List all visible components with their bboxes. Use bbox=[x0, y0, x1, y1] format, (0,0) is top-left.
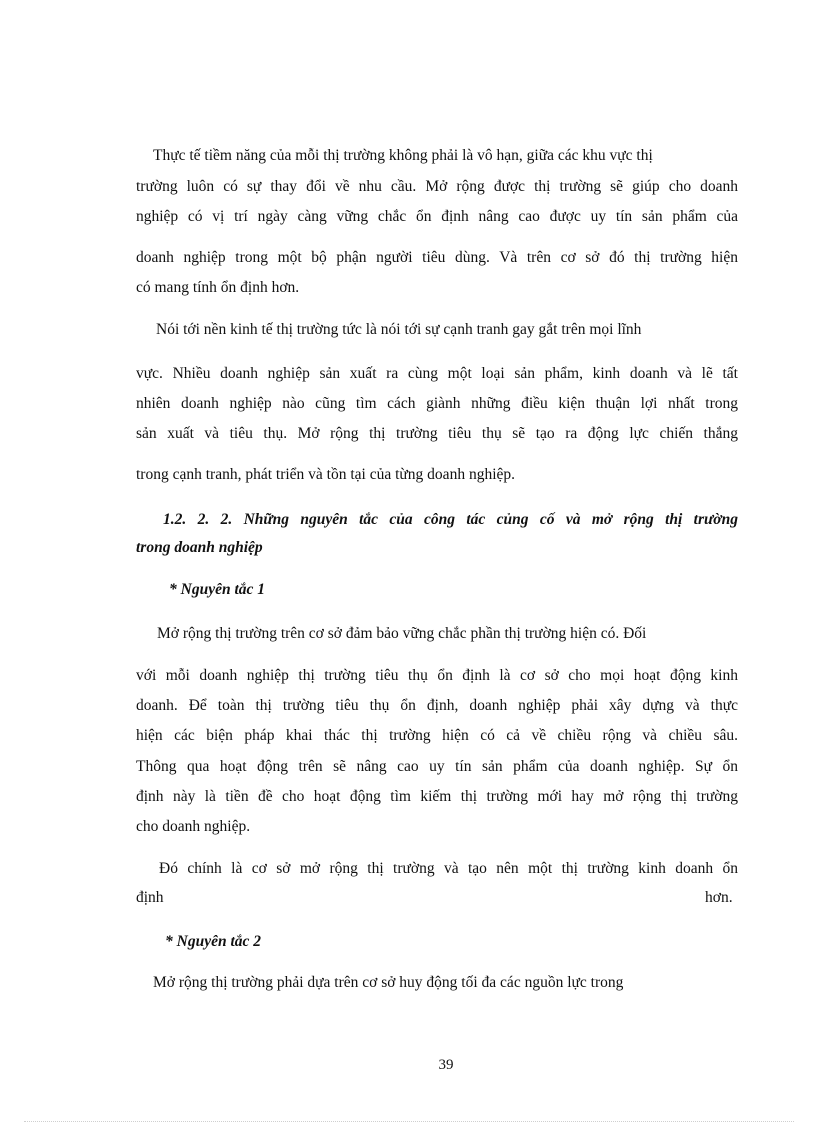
principle-2-heading: * Nguyên tắc 2 bbox=[165, 933, 262, 950]
principle-1-heading: * Nguyên tắc 1 bbox=[169, 581, 266, 598]
paragraph-line: hơn. bbox=[705, 889, 733, 906]
paragraph-line: Mở rộng thị trường phải dựa trên cơ sở huy động tối đa các nguồn lực trong bbox=[153, 974, 624, 991]
paragraph-line: Đó chính là cơ sở mở rộng thị trường và tạo nên một thị trường kinh doanh ổn bbox=[159, 860, 738, 877]
paragraph-line: vực. Nhiều doanh nghiệp sản xuất ra cùng một loại sản phẩm, kinh doanh và lẽ tất bbox=[136, 365, 738, 382]
paragraph-line: định bbox=[136, 889, 164, 906]
page-number: 39 bbox=[438, 1057, 454, 1073]
paragraph-line: sản xuất và tiêu thụ. Mở rộng thị trường tiêu thụ sẽ tạo ra động lực chiến thắng bbox=[136, 425, 738, 442]
page-bottom-border bbox=[24, 1121, 794, 1122]
paragraph-line: có mang tính ổn định hơn. bbox=[136, 279, 300, 296]
paragraph-line: Nói tới nền kinh tế thị trường tức là nói tới sự cạnh tranh gay gắt trên mọi lĩnh bbox=[156, 321, 642, 338]
paragraph-line: cho doanh nghiệp. bbox=[136, 818, 251, 835]
paragraph-line: Thông qua hoạt động trên sẽ nâng cao uy tín sản phẩm của doanh nghiệp. Sự ổn bbox=[136, 758, 738, 775]
section-heading: 1.2. 2. 2. Những nguyên tắc của công tác củng cố và mở rộng thị trường bbox=[163, 511, 738, 528]
section-heading-continued: trong doanh nghiệp bbox=[136, 539, 263, 556]
paragraph-line: với mỗi doanh nghiệp thị trường tiêu thụ ổn định là cơ sở cho mọi hoạt động kinh bbox=[136, 667, 738, 684]
paragraph-line: nghiệp có vị trí ngày càng vững chắc ổn định nâng cao được uy tín sản phẩm của bbox=[136, 208, 738, 225]
paragraph-line: hiện các biện pháp khai thác thị trường hiện có cả về chiều rộng và chiều sâu. bbox=[136, 727, 738, 744]
paragraph-line: trường luôn có sự thay đổi về nhu cầu. Mở rộng được thị trường sẽ giúp cho doanh bbox=[136, 178, 738, 195]
paragraph-line: doanh nghiệp trong một bộ phận người tiêu dùng. Và trên cơ sở đó thị trường hiện bbox=[136, 249, 738, 266]
paragraph-line: nhiên doanh nghiệp nào cũng tìm cách giành những điều kiện thuận lợi nhất trong bbox=[136, 395, 738, 412]
paragraph-line: trong cạnh tranh, phát triển và tồn tại của từng doanh nghiệp. bbox=[136, 466, 516, 483]
paragraph-line: Thực tế tiềm năng của mỗi thị trường không phải là vô hạn, giữa các khu vực thị bbox=[153, 147, 653, 164]
paragraph-line: Mở rộng thị trường trên cơ sở đảm bảo vững chắc phần thị trường hiện có. Đối bbox=[157, 625, 647, 642]
paragraph-line: định này là tiền đề cho hoạt động tìm kiếm thị trường mới hay mở rộng thị trường bbox=[136, 788, 738, 805]
paragraph-line: doanh. Để toàn thị trường tiêu thụ ổn định, doanh nghiệp phải xây dựng và thực bbox=[136, 697, 738, 714]
